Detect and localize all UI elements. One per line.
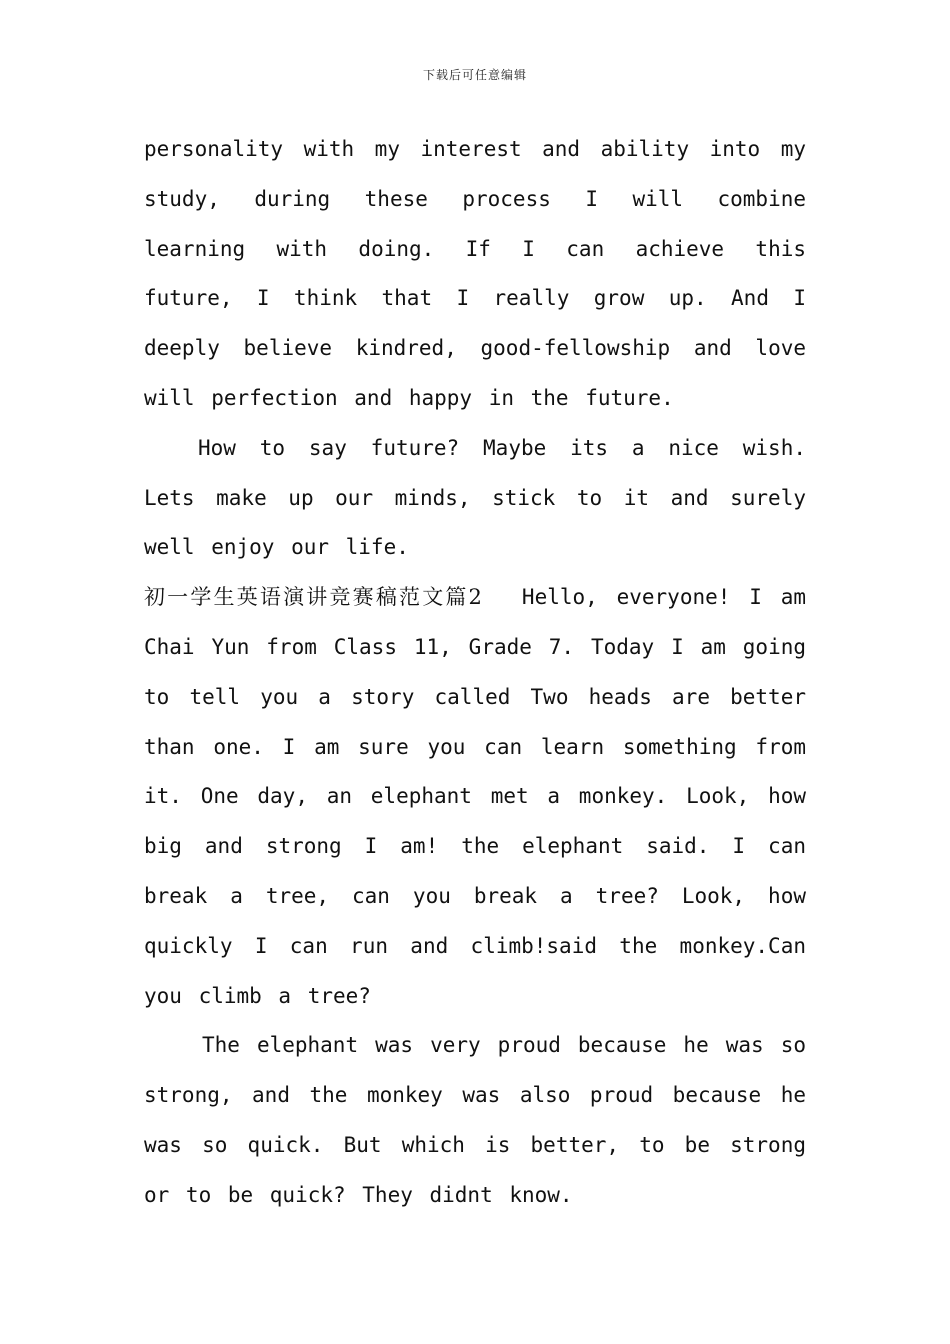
paragraph-speech-2 [144, 573, 806, 1021]
document-body [144, 125, 806, 1221]
paragraph-elephant: The elephant was very proud because he was so strong, and the monkey was also proud because he was so quick. But which is better, to be strong or to be quick? They didnt know. [144, 1033, 806, 1207]
paragraph-continuation: personality with my interest and ability into my study, during these process I will combine learning with doing. If I can achieve this future, I think that I really grow up. And I deeply believe kindred, good-fellowship and love will perfection and happy in the future. [144, 137, 806, 410]
speech-2-text: Hello, everyone! I am Chai Yun from Class 11, Grade 7. Today I am going to tell you a story called Two heads are better than one. I am sure you can learn something from it. One day, an elephant met a monkey. Look, how big and strong I am! the elephant said. I can break a tree, can you break a tree? Look, how quickly I can run and climb!said the monkey.Can you climb a tree? [144, 585, 806, 1008]
paragraph-future: How to say future? Maybe its a nice wish. Lets make up our minds, stick to it and surely well enjoy our life. [144, 435, 806, 560]
section-heading: 初一学生英语演讲竞赛稿范文篇2 [144, 585, 482, 610]
page-header: 下载后可任意编辑 [422, 68, 527, 82]
